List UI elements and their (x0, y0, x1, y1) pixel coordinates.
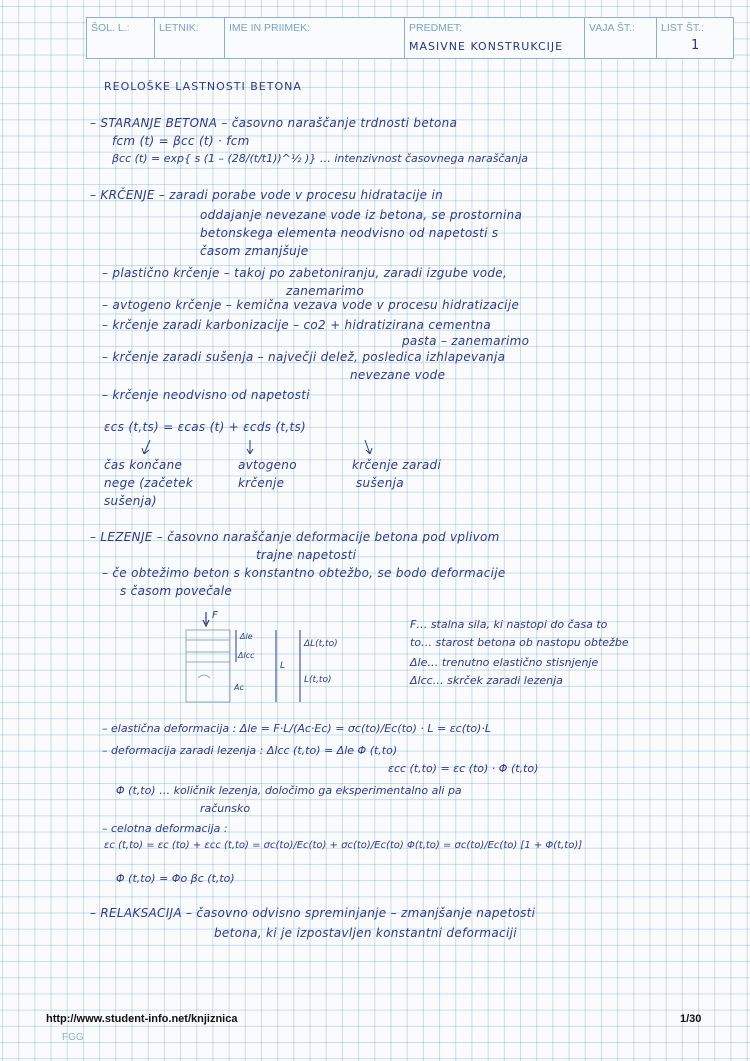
formula-creep-def: – deformacija zaradi lezenja : Δlcc (t,to) = Δle Φ (t,to) (102, 744, 398, 757)
sheet-field (657, 18, 733, 58)
label-krcenje-zaradi: krčenje zaradi (352, 458, 442, 472)
line-celotna: – celotna deformacija : (102, 822, 228, 835)
year-field (155, 18, 225, 58)
note-to: to… starost betona ob nastopu obtežbe (410, 636, 629, 649)
formula-elastic: – elastična deformacija : Δle = F·L/(Ac·Ec) = σc(to)/Ec(to) · L = εc(to)·L (102, 722, 491, 735)
exercise-field (585, 18, 657, 58)
label-krcenje: krčenje (238, 476, 285, 490)
line-plasticno: – plastično krčenje – takoj po zabetoniranju, zaradi izgube vode, (102, 266, 508, 280)
note-dle: Δle… trenutno elastično stisnjenje (410, 656, 599, 669)
line-lezenje-2: trajne napetosti (256, 548, 357, 562)
line-avtogeno: – avtogeno krčenje – kemična vezava vode v procesu hidratizacije (102, 298, 520, 312)
line-karbonizacija: – krčenje zaradi karbonizacije – co2 + hidratizirana cementna (102, 318, 492, 332)
note-dlcc: Δlcc… skrček zaradi lezenja (410, 674, 563, 687)
formula-arrows (130, 438, 390, 458)
footer-url[interactable]: http://www.student-info.net/knjiznica (46, 1013, 238, 1025)
line-staranje: – STARANJE BETONA – časovno naraščanje trdnosti betona (90, 116, 458, 130)
formula-beta: βcc (t) = exp{ s (1 – (28/(t/t1))^½ )} … intenzivnost časovnega naraščanja (112, 152, 528, 165)
line-relaksacija: – RELAKSACIJA – časovno odvisno spreminjanje – zmanjšanje napetosti (90, 906, 536, 920)
label-cas-koncane: čas končane (104, 458, 183, 472)
subject-field (405, 18, 585, 58)
year-label: LETNIK: (159, 22, 199, 34)
line-krcenje-4: časom zmanjšuje (200, 244, 309, 258)
line-lezenje: – LEZENJE – časovno naraščanje deformacije betona pod vplivom (90, 530, 500, 544)
line-obtezimo-2: s časom povečale (120, 584, 233, 598)
subject-label: PREDMET: (409, 22, 463, 34)
label-avtogeno: avtogeno (238, 458, 297, 472)
line-neodvisno: – krčenje neodvisno od napetosti (102, 388, 310, 402)
diagram-dl: ΔL(t,to) (304, 639, 338, 649)
formula-total: εc (t,to) = εc (to) + εcc (t,to) = σc(to)/Ec(to) + σc(to)/Ec(to) Φ(t,to) = σc(to)/Ec(to) [1 + Φ(t,to)] (104, 840, 583, 851)
diagram-l: L (280, 661, 286, 671)
line-karbonizacija-2: pasta – zanemarimo (402, 334, 530, 348)
school-label: ŠOL. L.: (91, 22, 130, 34)
line-obtezimo: – če obtežimo beton s konstantno obtežbo, se bodo deformacije (102, 566, 506, 580)
formula-fcm: fcm (t) = βcc (t) · fcm (112, 134, 250, 148)
formula-ecs: εcs (t,ts) = εcas (t) + εcds (t,ts) (104, 420, 307, 434)
name-field (225, 18, 405, 58)
line-plasticno-2: zanemarimo (286, 284, 364, 298)
page-number: 1/30 (680, 1013, 702, 1025)
page-title: REOLOŠKE LASTNOSTI BETONA (104, 80, 302, 93)
line-susenje-2: nevezane vode (350, 368, 446, 382)
label-susenja-2: sušenja) (104, 494, 157, 508)
line-kolicnik: Φ (t,to) … količnik lezenja, določimo ga eksperimentalno ali pa (116, 784, 462, 797)
line-susenje: – krčenje zaradi sušenja – največji delež, posledica izhlapevanja (102, 350, 506, 364)
sheet-value: 1 (691, 38, 701, 53)
line-krcenje-2: oddajanje nevezane vode iz betona, se prostornina (200, 208, 523, 222)
diagram-lt: L(t,to) (304, 675, 332, 685)
diagram-dlcc: Δlcc (238, 651, 255, 660)
formula-ecc: εcc (t,to) = εc (to) · Φ (t,to) (388, 762, 539, 775)
line-kolicnik-2: računsko (200, 802, 251, 815)
diagram-force-label: F (212, 610, 218, 621)
note-f: F… stalna sila, ki nastopi do časa to (410, 618, 608, 631)
subject-value: MASIVNE KONSTRUKCIJE (409, 40, 564, 53)
diagram-dle: Δle (240, 632, 253, 641)
creep-diagram (176, 608, 376, 712)
diagram-ac: Ac (234, 683, 244, 692)
line-krcenje: – KRČENJE – zaradi porabe vode v procesu hidratacije in (90, 188, 443, 202)
exercise-label: VAJA ŠT.: (589, 22, 635, 34)
formula-phi: Φ (t,to) = Φo βc (t,to) (116, 872, 235, 885)
header-form (86, 17, 734, 59)
label-nege: nege (začetek (104, 476, 194, 490)
name-label: IME IN PRIIMEK: (229, 22, 311, 34)
label-susenja: sušenja (356, 476, 404, 490)
sheet-label: LIST ŠT.: (661, 22, 704, 34)
line-relaksacija-2: betona, ki je izpostavljen konstantni deformaciji (214, 926, 517, 940)
footer-mark: FGG (62, 1032, 84, 1043)
school-field (87, 18, 155, 58)
line-krcenje-3: betonskega elementa neodvisno od napetosti s (200, 226, 499, 240)
